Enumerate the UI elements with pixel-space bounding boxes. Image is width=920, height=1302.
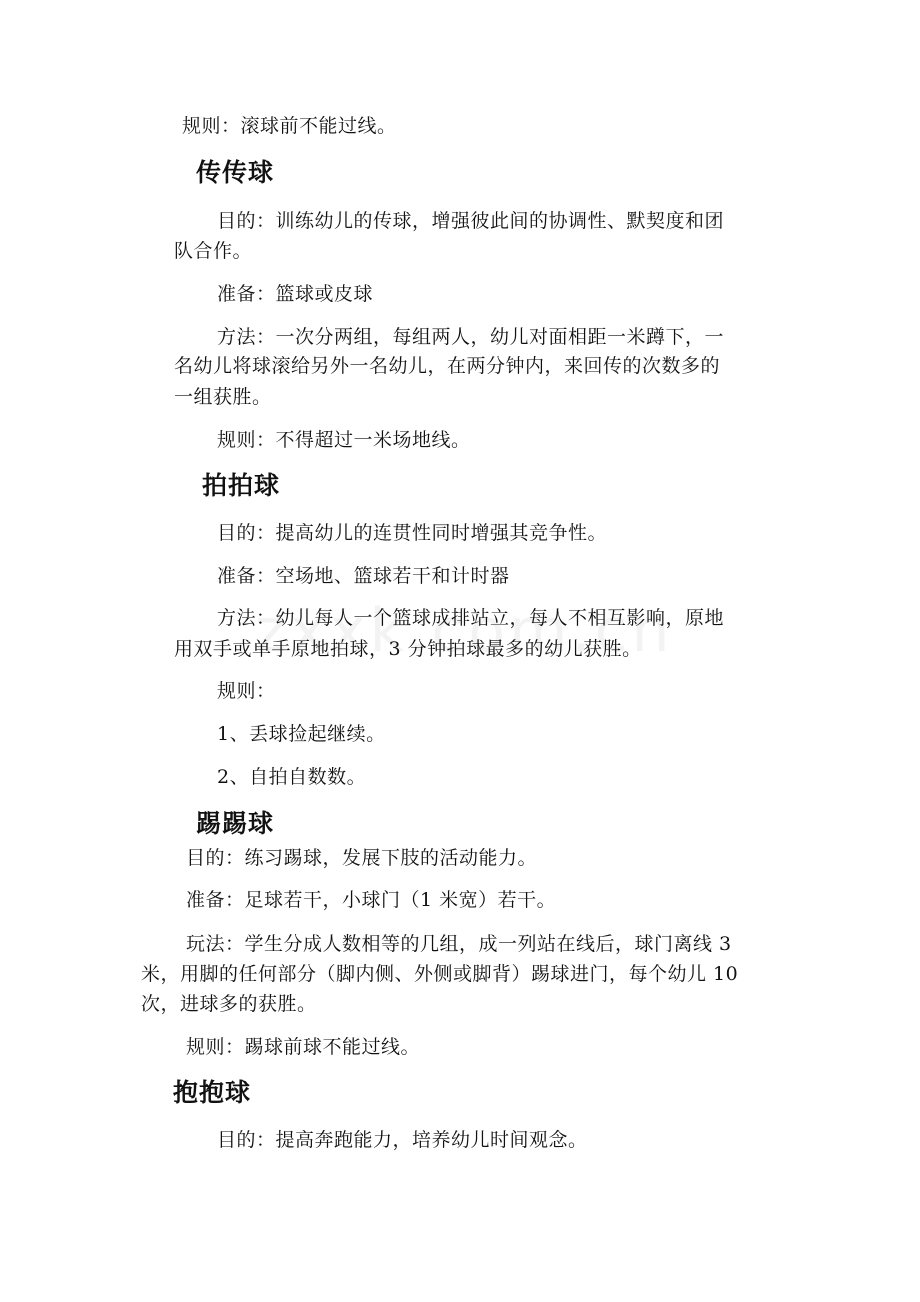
purpose-line-continued: 队合作。 [174,240,253,262]
section-heading-hug-ball: 抱抱球 [173,1078,252,1107]
purpose-line: 目的：练习踢球，发展下肢的活动能力。 [186,847,538,869]
preparation-line: 准备：足球若干，小球门（1 米宽）若干。 [186,889,557,911]
purpose-line: 目的：提高奔跑能力，培养幼儿时间观念。 [217,1129,588,1151]
method-line-continued: 名幼儿将球滚给另外一名幼儿，在两分钟内，来回传的次数多的 [174,355,721,377]
preparation-line: 准备：空场地、篮球若干和计时器 [217,565,510,587]
purpose-line: 目的：提高幼儿的连贯性同时增强其竞争性。 [217,522,608,544]
rule-label: 规则： [217,680,276,702]
section-heading-kick-ball: 踢踢球 [196,809,275,838]
rule-line: 规则：踢球前球不能过线。 [186,1036,421,1058]
section-heading-pass-ball: 传传球 [196,158,275,187]
rule-line: 规则：不得超过一米场地线。 [217,429,471,451]
method-line: 方法：幼儿每人一个篮球成排站立，每人不相互影响，原地 [217,607,725,629]
method-line-continued: 次，进球多的获胜。 [141,993,317,1015]
rule-item: 1、丢球捡起继续。 [217,723,386,745]
method-line-continued: 米，用脚的任何部分（脚内侧、外侧或脚背）踢球进门，每个幼儿 10 [141,963,739,985]
method-line-continued: 用双手或单手原地拍球，3 分钟拍球最多的幼儿获胜。 [174,638,642,660]
rule-item: 2、自拍自数数。 [217,766,367,788]
section-heading-bounce-ball: 拍拍球 [202,471,281,500]
method-line-continued: 一组获胜。 [174,386,272,408]
purpose-line: 目的：训练幼儿的传球，增强彼此间的协调性、默契度和团 [217,210,725,232]
method-line: 方法：一次分两组，每组两人，幼儿对面相距一米蹲下，一 [217,326,725,348]
preparation-line: 准备：篮球或皮球 [217,283,374,305]
rule-line: 规则：滚球前不能过线。 [182,115,397,137]
method-line: 玩法：学生分成人数相等的几组，成一列站在线后，球门离线 3 [186,933,732,955]
